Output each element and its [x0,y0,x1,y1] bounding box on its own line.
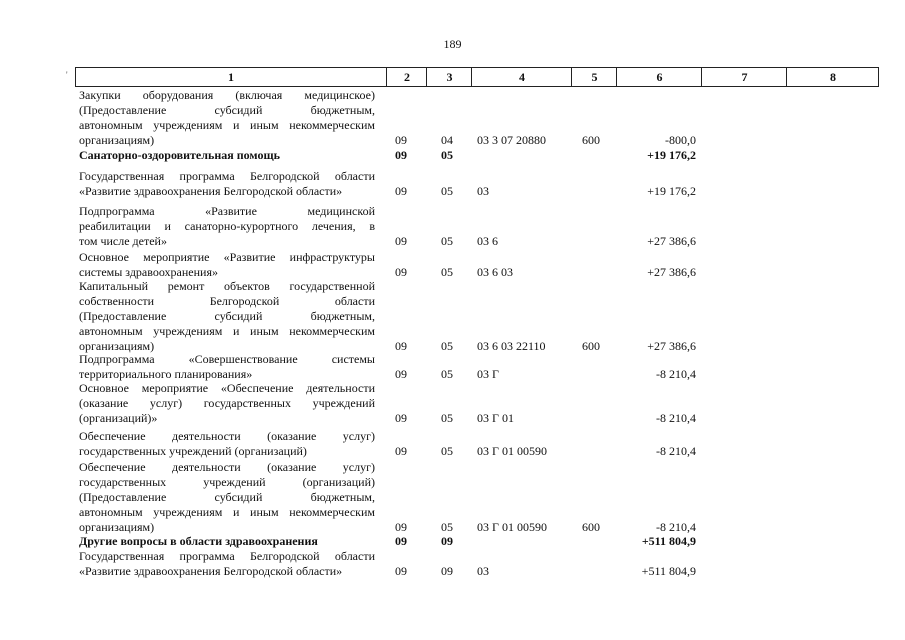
cell-c3: 05 [441,184,453,198]
row-description [79,88,375,148]
description-line: реабилитации и санаторно-курортного лечения, в [79,219,375,233]
description-line: организациям) [79,133,155,147]
row-description [79,534,375,549]
description-line: автономным учреждениям и иным некоммерческим [79,505,375,519]
cell-c5: 600 [582,133,600,147]
cell-c6: -8 210,4 [656,367,696,381]
header-col-3: 3 [426,68,472,86]
cell-c5: 600 [582,520,600,534]
cell-c2: 09 [395,444,407,458]
cell-c6: -8 210,4 [656,520,696,534]
description-line: Санаторно-оздоровительная помощь [79,148,280,162]
description-line: Подпрограмма «Совершенствование системы [79,352,375,366]
cell-c3: 05 [441,520,453,534]
cell-c3: 09 [441,534,453,548]
cell-c6: +19 176,2 [647,184,696,198]
cell-c4: 03 6 03 22110 [477,339,546,353]
header-col-7: 7 [701,68,787,86]
cell-c3: 05 [441,367,453,381]
description-line: Государственная программа Белгородской области [79,169,375,183]
cell-c2: 09 [395,148,407,162]
description-line: собственности Белгородской области [79,294,375,308]
description-line: Закупки оборудования (включая медицинское) [79,88,375,102]
cell-c2: 09 [395,534,407,548]
description-line: Другие вопросы в области здравоохранения [79,534,318,548]
cell-c2: 09 [395,367,407,381]
cell-c2: 09 [395,133,407,147]
description-line: том числе детей» [79,234,167,248]
header-col-5: 5 [571,68,617,86]
page-number: 189 [443,37,462,51]
description-line: (организаций)» [79,411,158,425]
header-col-6: 6 [616,68,702,86]
header-col-8: 8 [786,68,879,86]
cell-c3: 05 [441,265,453,279]
row-description [79,549,375,579]
description-line: государственных учреждений (организаций) [79,475,375,489]
cell-c3: 04 [441,133,453,147]
row-description [79,279,375,354]
cell-c4: 03 6 [477,234,498,248]
cell-c6: +511 804,9 [641,564,696,578]
description-line: территориального планирования» [79,367,253,381]
cell-c2: 09 [395,411,407,425]
cell-c3: 05 [441,148,453,162]
row-description [79,169,375,199]
cell-c2: 09 [395,564,407,578]
scan-mark: ' [66,70,68,80]
row-description [79,148,375,163]
cell-c2: 09 [395,234,407,248]
description-line: Подпрограмма «Развитие медицинской [79,204,375,218]
description-line: (Предоставление субсидий бюджетным, [79,103,375,117]
description-line: (Предоставление субсидий бюджетным, [79,490,375,504]
description-line: государственных учреждений (организаций) [79,444,307,458]
cell-c3: 05 [441,339,453,353]
cell-c6: -8 210,4 [656,444,696,458]
cell-c3: 05 [441,444,453,458]
cell-c6: +19 176,2 [647,148,696,162]
cell-c3: 05 [441,411,453,425]
description-line: организациям) [79,339,155,353]
cell-c6: +27 386,6 [647,265,696,279]
header-col-1: 1 [228,70,234,84]
row-description [79,250,375,280]
description-line: автономным учреждениям и иным некоммерческим [79,324,375,338]
table-header [75,67,879,87]
description-line: Государственная программа Белгородской области [79,549,375,563]
description-line: «Развитие здравоохранения Белгородской области» [79,184,343,198]
description-line: Основное мероприятие «Обеспечение деятельности [79,381,375,395]
row-description [79,429,375,459]
cell-c4: 03 6 03 [477,265,513,279]
description-line: Обеспечение деятельности (оказание услуг) [79,429,375,443]
description-line: Обеспечение деятельности (оказание услуг) [79,460,375,474]
row-description [79,204,375,249]
description-line: Капитальный ремонт объектов государственной [79,279,375,293]
description-line: автономным учреждениям и иным некоммерческим [79,118,375,132]
cell-c4: 03 Г 01 [477,411,514,425]
cell-c6: -800,0 [665,133,696,147]
cell-c6: +27 386,6 [647,234,696,248]
description-line: организациям) [79,520,155,534]
description-line: системы здравоохранения» [79,265,218,279]
cell-c2: 09 [395,184,407,198]
header-col-4: 4 [471,68,572,86]
cell-c6: +27 386,6 [647,339,696,353]
cell-c3: 05 [441,234,453,248]
row-description [79,460,375,535]
cell-c5: 600 [582,339,600,353]
description-line: (Предоставление субсидий бюджетным, [79,309,375,323]
cell-c2: 09 [395,520,407,534]
cell-c4: 03 Г [477,367,499,381]
description-line: (оказание услуг) государственных учреждений [79,396,375,410]
description-line: «Развитие здравоохранения Белгородской области» [79,564,343,578]
cell-c4: 03 Г 01 00590 [477,520,547,534]
cell-c4: 03 [477,564,489,578]
cell-c6: +511 804,9 [641,534,696,548]
cell-c6: -8 210,4 [656,411,696,425]
cell-c2: 09 [395,265,407,279]
description-line: Основное мероприятие «Развитие инфраструктуры [79,250,375,264]
cell-c4: 03 3 07 20880 [477,133,546,147]
row-description [79,352,375,382]
cell-c2: 09 [395,339,407,353]
cell-c4: 03 [477,184,489,198]
cell-c3: 09 [441,564,453,578]
cell-c4: 03 Г 01 00590 [477,444,547,458]
header-col-2: 2 [386,68,427,86]
row-description [79,381,375,426]
